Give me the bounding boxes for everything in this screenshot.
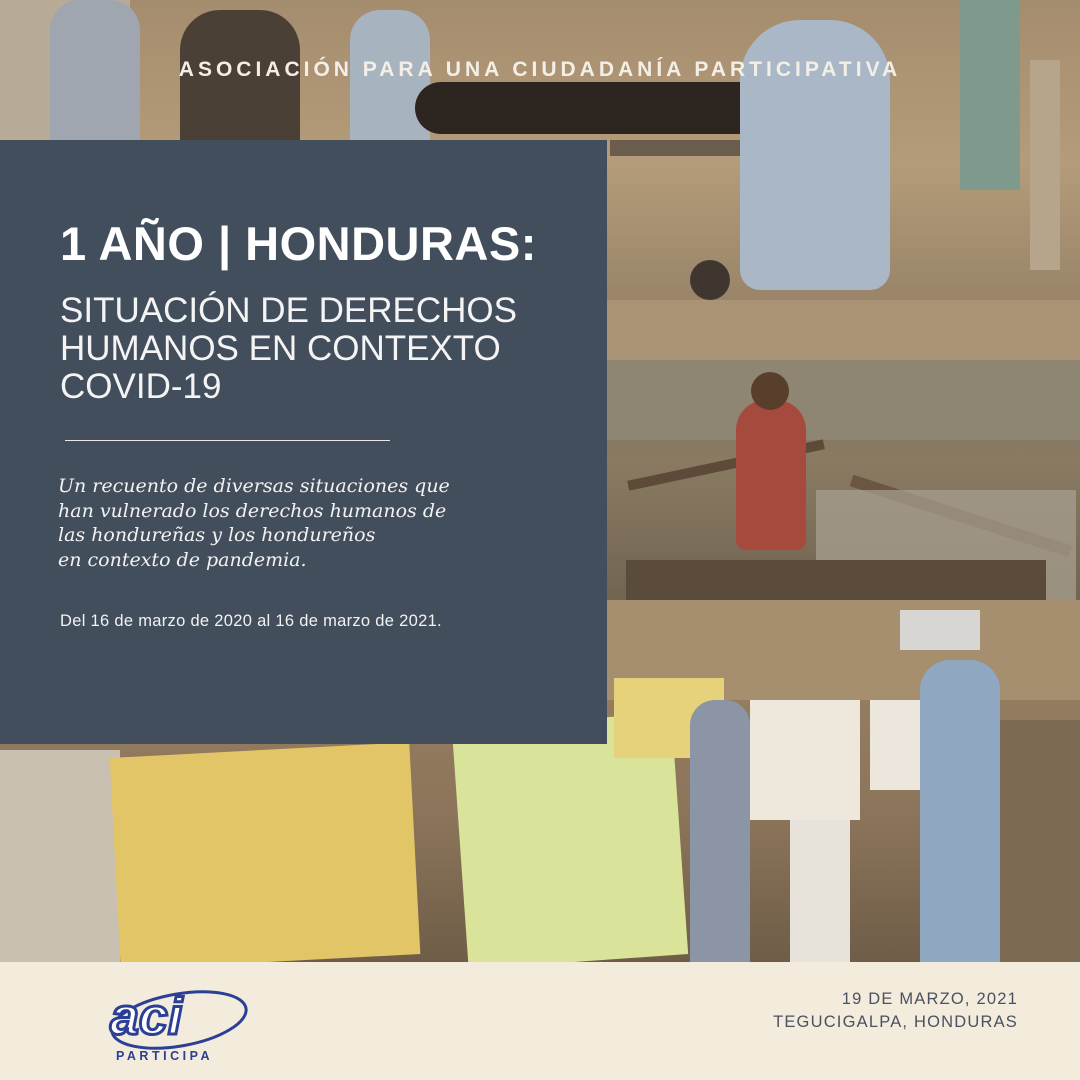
subtitle (60, 292, 580, 406)
subtitle-line: COVID-19 (60, 367, 222, 406)
description-line: las hondureñas y los hondureños (58, 524, 376, 546)
subtitle-line: HUMANOS EN CONTEXTO (60, 329, 501, 368)
storm-damage-photo (606, 360, 1080, 610)
description-line: en contexto de pandemia. (58, 548, 307, 571)
date-range: Del 16 de marzo de 2020 al 16 de marzo de 2021. (60, 612, 442, 630)
publish-location: TEGUCIGALPA, HONDURAS (773, 1013, 1018, 1031)
publish-date: 19 DE MARZO, 2021 (841, 990, 1018, 1008)
footer (0, 962, 1080, 1080)
description-line: Un recuento de diversas situaciones que (58, 475, 450, 497)
logo-wordmark: aci (110, 988, 183, 1046)
aci-participa-logo (104, 984, 254, 1064)
sign-urgente (750, 700, 860, 820)
subtitle-line: SITUACIÓN DE DERECHOS (60, 291, 517, 330)
divider (65, 440, 390, 441)
logo-subtext: PARTICIPA (116, 1049, 214, 1063)
footer-dateline (773, 988, 1018, 1034)
description (58, 474, 558, 572)
page-title: 1 AÑO | HONDURAS: (60, 217, 537, 270)
description-line: han vulnerado los derechos humanos de (58, 499, 447, 522)
organization-name: ASOCIACIÓN PARA UNA CIUDADANÍA PARTICIPATIVA (178, 58, 902, 81)
sign-insumos (900, 610, 980, 650)
sign-ventiladores (110, 742, 421, 962)
